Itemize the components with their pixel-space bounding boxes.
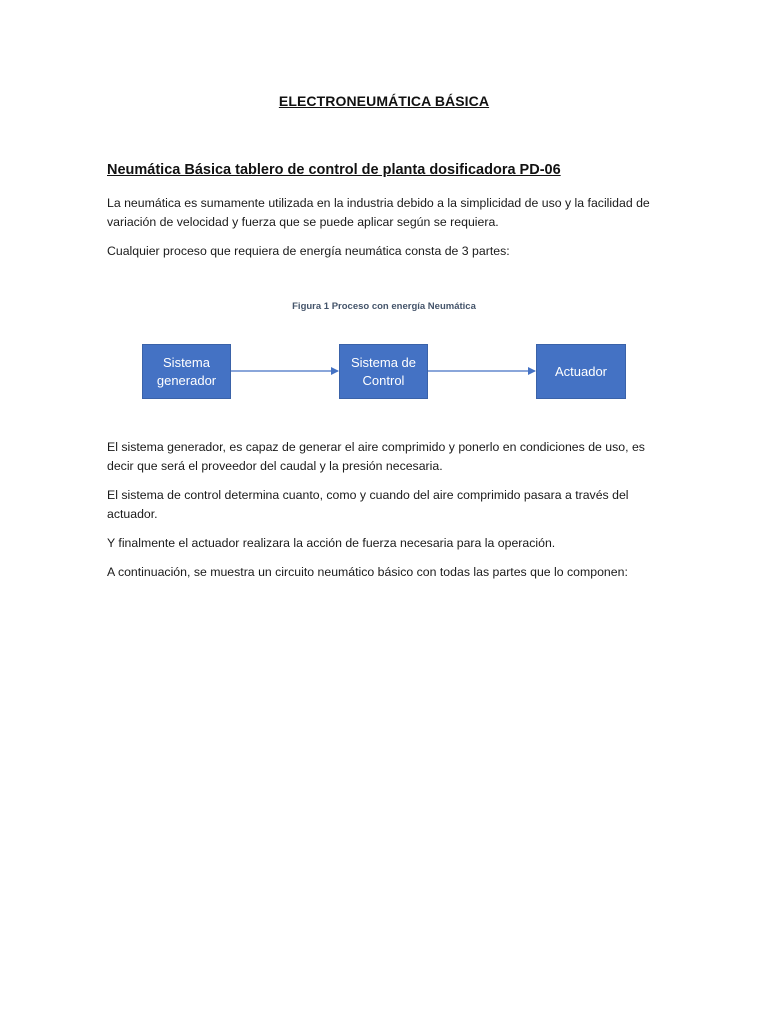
box-sistema-de-control — [339, 344, 428, 399]
paragraph-actuator: Y finalmente el actuador realizara la acción de fuerza necesaria para la operación. — [107, 536, 556, 550]
box-actuador — [536, 344, 626, 399]
paragraph-intro: La neumática es sumamente utilizada en la industria debido a la simplicidad de uso y la facilidad de variación de velocidad y fuerza que se puede aplicar según se requiera. — [107, 196, 650, 229]
box-label-control: Sistema de Control — [350, 354, 417, 388]
box-sistema-generador — [142, 344, 231, 399]
paragraph-circuit-intro: A continuación, se muestra un circuito neumático básico con todas las partes que lo componen: — [107, 565, 628, 579]
figure-caption: Figura 1 Proceso con energía Neumática — [292, 301, 476, 312]
box-label-actuador: Actuador — [554, 363, 608, 379]
document-title: ELECTRONEUMÁTICA BÁSICA — [278, 93, 490, 109]
paragraph-generator: El sistema generador, es capaz de generar el aire comprimido y ponerlo en condiciones de uso, es decir que será el proveedor del caudal y la presión necesaria. — [107, 440, 645, 473]
paragraph-three-parts: Cualquier proceso que requiera de energía neumática consta de 3 partes: — [107, 244, 510, 258]
section-heading: Neumática Básica tablero de control de planta dosificadora PD-06 — [107, 162, 561, 178]
box-label-generador: Sistema generador — [156, 354, 217, 388]
paragraph-control: El sistema de control determina cuanto, como y cuando del aire comprimido pasara a través del actuador. — [107, 488, 629, 521]
